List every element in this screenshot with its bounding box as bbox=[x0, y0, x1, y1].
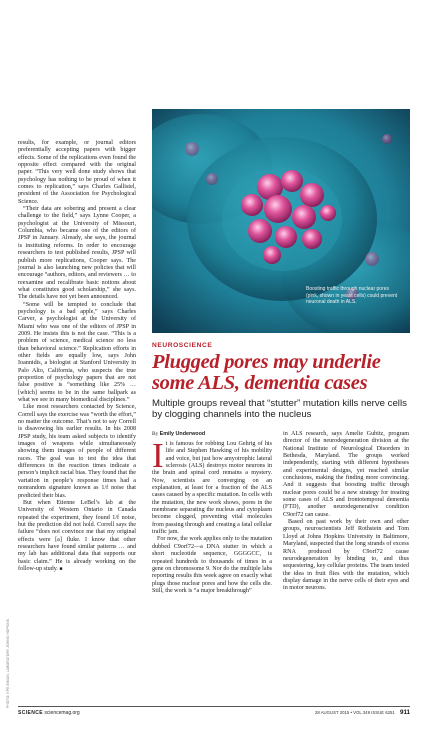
hero-image bbox=[152, 109, 410, 333]
article-column-2 bbox=[283, 431, 409, 593]
page-number: 911 bbox=[400, 709, 410, 716]
drop-cap: I bbox=[152, 436, 164, 475]
left-paragraph: Like most researchers contacted by Science, Correll says the exercise was “worth the effort,” no matter the outcome. That’s not to say Correll is disavowing his earlier results. In his 2008 JPSP study, his team asked subjects to identify images of weapons while simultaneously showing them images of people of different races. The goal was to test the idea that differences in the reaction times indicate a person’s implicit racial bias. They found that the variation in people’s response times had a nonrandom signature known as 1/f noise that predicted their bias. bbox=[18, 404, 137, 499]
magazine-site: sciencemag.org bbox=[44, 710, 80, 716]
left-paragraph: “Some will be tempted to conclude that psychology is a bad apple,” says Charles Carver, a psychologist at the University of Miami who was one of the editors of JPSP in 2009. He insists this is not the case. “This is a problem of science, medical science no less than behavioral science.” Replication efforts in other fields are equally low, says John Ioannidis, a biologist at Stanford University in Palo Alto, California, who suspects the true proportion of psychology papers that are not false positive is “something like 25% … [which] seems to be in the same ballpark as what we see in many biomedical disciplines.” bbox=[18, 301, 136, 404]
article-column-1 bbox=[152, 436, 272, 595]
byline-author: Emily Underwood bbox=[159, 431, 206, 437]
photo-credit: PHOTO: KPE BIMUN, LABORATORY JOHNS HOPKINS bbox=[6, 618, 10, 708]
headline: Plugged pores may underlie some ALS, dementia cases bbox=[152, 351, 381, 394]
hero-caption: Boosting traffic through nuclear pores (pink, shown in yeast cells) could prevent neuronal death in ALS. bbox=[306, 286, 398, 305]
left-paragraph: “Their data are sobering and present a clear challenge to the field,” says Lynne Cooper, a psychologist at the University of Missouri, Columbia, who became one of the editors of JPSP in January. Already, she says, the journal is instituting reforms. In order to encourage researchers to test published results, JPSP will publish more replications, Cooper says. The journal is also launching new policies that will encourage “authors, editors, and reviewers … to reexamine and recalibrate basic notions about what constitutes good scholarship,” she says. The details have not yet been announced. bbox=[18, 206, 136, 301]
article-paragraph: in ALS research, says Amelie Gubitz, program director of the neurodegeneration division at the National Institute of Neurological Disorders in Bethesda, Maryland. The groups worked independently, starting with different hypotheses and experimental designs, yet reached similar conclusions, making the finding more convincing. And it suggests that boosting traffic through nuclear pores could be a new strategy for treating some cases of ALS and frontotemporal dementia (FTD), another neurodegenerative condition C9orf72 can cause. bbox=[283, 431, 409, 518]
left-paragraph: results, for example, or journal editors preferentially accepting papers with bigger effects. Some of the replications even found the opposite effect compared with the original paper. “This very well done study shows that psychology has nothing to be proud of when it comes to replication,” says Charles Gallistel, president of the Association for Psychological Science. bbox=[18, 140, 136, 205]
byline-prefix: By bbox=[152, 431, 159, 437]
section-label: NEUROSCIENCE bbox=[152, 342, 213, 349]
left-paragraph: But when Etienne LeBel’s lab at the University of Western Ontario in Canada repeated the experiment, they found 1/f noise, but the prediction did not hold. Correll says the failure “does not convince me that my original effects were [a] fluke. I know that other researchers have found similar patterns … and my lab has additional data that supports our basic claim.” He is already working on the follow-up study. bbox=[18, 499, 136, 572]
article-paragraph: For now, the work applies only to the mutation dubbed C9orf72—a DNA stutter in which a short nucleotide sequence, GGGGCC, is repeated hundreds to thousands of times in a gene on chromosome 9. Nor do the multiple labs reporting results this week agree on exactly what plugs those nuclear pores and how the cells die. Still, the work is “a major breakthrough” bbox=[152, 536, 272, 594]
issue-info: 28 AUGUST 2015 • VOL 349 ISSUE 6251 bbox=[314, 710, 395, 715]
previous-article-column bbox=[18, 140, 136, 573]
end-mark: ■ bbox=[59, 566, 63, 572]
magazine-name: SCIENCE bbox=[18, 710, 44, 716]
footer-rule bbox=[18, 706, 410, 707]
footer-brand bbox=[18, 710, 80, 716]
article-paragraph: t is famous for robbing Lou Gehrig of his life and Stephen Hawking of his mobility and voice, but just how amyotrophic lateral sclerosis (ALS) destroys motor neurons in the brain and spinal cord remains a mystery. Now, scientists are converging on an explanation, at least for a fraction of the ALS cases caused by a specific mutation. In cells with the mutation, the new work shows, pores in the membrane separating the nucleus and cytoplasm become clogged, preventing vital molecules from passing through and creating a fatal cellular traffic jam. bbox=[152, 441, 272, 536]
dek: Multiple groups reveal that “stutter” mutation kills nerve cells by clogging channels into the nucleus bbox=[152, 398, 407, 421]
footer-issue bbox=[315, 709, 410, 716]
article-paragraph: Based on past work by their own and other groups, neuroscientists Jeff Rothstein and Tom Lloyd at Johns Hopkins University in Baltimore, Maryland, suspected that the long strands of excess RNA produced by C9orf72 cause neurodegeneration by binding to, and thus sequestering, key cellular proteins. The team tested the idea in fruit flies with the mutation, which display damage in the nerve cells of their eyes and in motor neurons. bbox=[283, 519, 409, 592]
